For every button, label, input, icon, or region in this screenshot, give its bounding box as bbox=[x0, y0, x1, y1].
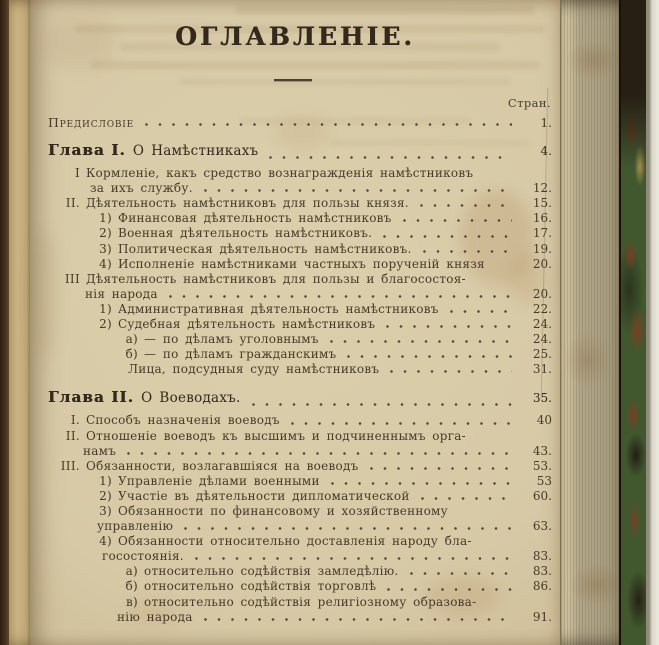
toc-entry-row bbox=[30, 504, 560, 519]
dot-leader bbox=[382, 234, 512, 239]
toc-entry-text: относительно содѣйствія торговлѣ bbox=[144, 579, 377, 594]
toc-entry-row bbox=[30, 317, 560, 332]
toc-entry-page: 35. bbox=[532, 391, 552, 406]
toc-entry-number: 1) bbox=[99, 473, 112, 488]
toc-entry-row bbox=[30, 579, 560, 594]
toc-entry-page: 86. bbox=[532, 579, 552, 594]
toc-entry-row bbox=[30, 489, 560, 504]
toc-entry-text: — по дѣламъ уголовнымъ bbox=[144, 332, 319, 347]
toc-entry-row bbox=[30, 181, 560, 196]
dot-leader bbox=[476, 279, 512, 284]
toc-entry-row bbox=[30, 332, 560, 347]
toc-entry-number: а) bbox=[125, 332, 138, 347]
dot-leader bbox=[144, 122, 512, 127]
toc-entry-row bbox=[30, 610, 560, 625]
dot-leader bbox=[290, 421, 512, 426]
toc-chapter-row bbox=[30, 390, 560, 410]
toc-entry-row bbox=[30, 257, 560, 272]
toc-entry-text: Предисловіе bbox=[48, 115, 135, 130]
toc-entry-text: Административная дѣятельность намѣстниковъ bbox=[118, 301, 439, 316]
toc-entry-page: 40 bbox=[536, 413, 552, 428]
title-divider-rule bbox=[274, 79, 312, 81]
bleedthrough-smudge bbox=[235, 6, 535, 14]
toc-entry-page: 20. bbox=[532, 286, 552, 301]
dot-leader bbox=[329, 339, 512, 344]
toc-entry-text: Лица, подсудныя суду намѣстниковъ bbox=[128, 362, 380, 377]
toc-entry-text: Военная дѣятельность намѣстниковъ. bbox=[118, 226, 373, 241]
toc-entry-number: III bbox=[64, 271, 80, 286]
toc-entry-text: Обязанности относительно доставленія народу бла- bbox=[118, 534, 472, 549]
toc-entry-text: Политическая дѣятельность намѣстниковъ. bbox=[118, 241, 412, 256]
toc-entry-text: Кормленіе, какъ средство вознагражденія намѣстниковъ bbox=[86, 166, 474, 181]
toc-entry-page: 83. bbox=[532, 564, 552, 579]
toc-entry-text: относительно содѣйствія замледѣлію. bbox=[144, 564, 399, 579]
toc-entry-row bbox=[30, 242, 560, 257]
toc-entry-text: Управленіе дѣлами военными bbox=[118, 473, 320, 488]
toc-entry-number: I. bbox=[70, 413, 80, 428]
dot-leader bbox=[495, 264, 512, 269]
marbled-cover-edge bbox=[619, 0, 649, 645]
dot-leader bbox=[203, 617, 512, 622]
toc-entry-page: 16. bbox=[532, 211, 552, 226]
toc-entry-row bbox=[30, 459, 560, 474]
toc-entry-text: О Воеводахъ. bbox=[141, 390, 241, 407]
toc-entry-page: 17. bbox=[532, 226, 552, 241]
toc-entry-page: 53. bbox=[532, 458, 552, 473]
dot-leader bbox=[268, 155, 512, 160]
toc-entry-text: Дѣятельность намѣстниковъ для пользы и благосостоя- bbox=[86, 271, 466, 286]
dot-leader bbox=[203, 188, 512, 193]
dot-leader bbox=[389, 369, 512, 374]
toc-chapter-row bbox=[30, 143, 560, 163]
toc-entry-number: 3) bbox=[99, 241, 112, 256]
toc-entry-text: Финансовая дѣятельность намѣстниковъ bbox=[118, 211, 392, 226]
dot-leader bbox=[330, 481, 512, 486]
toc-entry-number: 2) bbox=[99, 488, 112, 503]
toc-entry-page: 83. bbox=[532, 549, 552, 564]
toc-entry-row bbox=[30, 595, 560, 610]
toc-entry-row bbox=[30, 534, 560, 549]
toc-entry-row bbox=[30, 474, 560, 489]
dot-leader bbox=[385, 324, 512, 329]
toc-entry-text: Обязанности по финансовому и хозяйственному bbox=[118, 503, 448, 518]
toc-entry-row bbox=[30, 519, 560, 534]
toc-entry-row bbox=[30, 549, 560, 564]
toc-entry-text: управленію bbox=[97, 519, 174, 534]
dot-leader bbox=[476, 436, 512, 441]
toc-entry-page: 20. bbox=[532, 256, 552, 271]
toc-list bbox=[30, 115, 560, 625]
toc-entry-number: 2) bbox=[99, 317, 112, 332]
toc-entry-number: б) bbox=[125, 347, 138, 362]
dot-leader bbox=[251, 402, 512, 407]
toc-entry-page: 12. bbox=[532, 181, 552, 196]
toc-entry-row bbox=[30, 287, 560, 302]
toc-entry-text: Участіе въ дѣятельности дипломатической bbox=[118, 488, 410, 503]
dot-leader bbox=[486, 602, 512, 607]
toc-entry-row bbox=[30, 444, 560, 459]
toc-entry-number: 2) bbox=[99, 226, 112, 241]
toc-entry-page: 1. bbox=[540, 116, 552, 130]
toc-entry-row bbox=[30, 115, 560, 130]
toc-entry-number: 4) bbox=[99, 534, 112, 549]
toc-entry-row bbox=[30, 564, 560, 579]
toc-entry-row bbox=[30, 347, 560, 362]
toc-entry-row bbox=[30, 196, 560, 211]
toc-entry-page: 31. bbox=[532, 362, 552, 377]
toc-entry-number: 3) bbox=[99, 503, 112, 518]
dot-leader bbox=[482, 541, 512, 546]
toc-entry-page: 25. bbox=[532, 347, 552, 362]
toc-entry-page: 43. bbox=[532, 443, 552, 458]
dot-leader bbox=[386, 587, 512, 592]
dot-leader bbox=[183, 526, 512, 531]
toc-entry-text: относительно содѣйствія религіозному образова- bbox=[144, 594, 477, 609]
toc-entry-text: Дѣятельность намѣстниковъ для пользы князя. bbox=[86, 196, 409, 211]
toc-entry-page: 24. bbox=[532, 317, 552, 332]
dot-leader bbox=[346, 354, 512, 359]
dot-leader bbox=[126, 451, 512, 456]
dot-leader bbox=[194, 556, 512, 561]
left-cover-edge bbox=[0, 0, 9, 645]
toc-entry-number: 1) bbox=[99, 211, 112, 226]
left-page-gutter bbox=[9, 0, 30, 645]
dot-leader bbox=[458, 511, 512, 516]
toc-entry-number: а) bbox=[125, 564, 138, 579]
book-fore-edge bbox=[560, 0, 620, 645]
dot-leader bbox=[168, 294, 512, 299]
toc-entry-number: I bbox=[74, 166, 80, 181]
toc-entry-text: нія народа bbox=[85, 286, 158, 301]
toc-entry-text: Отношеніе воеводъ къ высшимъ и подчиненнымъ орга- bbox=[86, 428, 466, 443]
dot-leader bbox=[420, 496, 512, 501]
toc-entry-number: II. bbox=[65, 196, 80, 211]
toc-entry-row bbox=[30, 413, 560, 428]
toc-entry-number: II. bbox=[65, 428, 80, 443]
toc-entry-row bbox=[30, 362, 560, 377]
dot-leader bbox=[419, 203, 512, 208]
dot-leader bbox=[483, 173, 512, 178]
chapter-label: Глава I. bbox=[48, 141, 126, 160]
toc-entry-text: Исполненіе намѣстниками частныхъ порученій князя bbox=[118, 256, 485, 271]
dot-leader bbox=[402, 218, 512, 223]
toc-entry-text: за ихъ службу. bbox=[90, 181, 193, 196]
toc-entry-row bbox=[30, 166, 560, 181]
toc-entry-number: 4) bbox=[99, 256, 112, 271]
page-title: ОГЛАВЛЕНІЕ. bbox=[175, 22, 415, 51]
dot-leader bbox=[409, 571, 513, 576]
toc-entry-row bbox=[30, 226, 560, 241]
toc-entry-text: О Намѣстникахъ bbox=[132, 143, 259, 160]
toc-entry-page: 4. bbox=[540, 144, 552, 159]
toc-entry-number: в) bbox=[125, 594, 138, 609]
toc-entry-text: Судебная дѣятельность намѣстниковъ bbox=[118, 317, 376, 332]
table-of-contents-page bbox=[30, 0, 560, 645]
toc-entry-row bbox=[30, 429, 560, 444]
toc-entry-page: 91. bbox=[532, 609, 552, 624]
page-column-header: Стран. bbox=[507, 96, 551, 110]
toc-entry-row bbox=[30, 211, 560, 226]
toc-entry-text: Способъ назначенія воеводъ bbox=[86, 413, 280, 428]
chapter-label: Глава II. bbox=[48, 388, 135, 407]
bleedthrough-smudge bbox=[90, 61, 540, 69]
toc-entry-text: Обязанности, возлагавшіяся на воеводъ bbox=[86, 458, 359, 473]
toc-entry-page: 19. bbox=[532, 241, 552, 256]
toc-entry-page: 15. bbox=[532, 196, 552, 211]
dot-leader bbox=[422, 249, 512, 254]
toc-entry-page: 53 bbox=[536, 473, 552, 488]
toc-entry-page: 60. bbox=[532, 488, 552, 503]
toc-entry-page: 63. bbox=[532, 519, 552, 534]
toc-entry-number: 1) bbox=[99, 301, 112, 316]
toc-entry-number: б) bbox=[125, 579, 138, 594]
toc-entry-page: 24. bbox=[532, 332, 552, 347]
toc-entry-row bbox=[30, 302, 560, 317]
toc-entry-text: нію народа bbox=[117, 609, 193, 624]
bleedthrough-smudge bbox=[180, 79, 510, 85]
toc-entry-text: госостоянія. bbox=[102, 549, 184, 564]
photo-background-edge bbox=[646, 0, 659, 645]
toc-entry-text: — по дѣламъ гражданскимъ bbox=[144, 347, 337, 362]
dot-leader bbox=[369, 466, 512, 471]
toc-entry-row bbox=[30, 272, 560, 287]
toc-entry-number: III. bbox=[60, 458, 80, 473]
dot-leader bbox=[449, 309, 512, 314]
toc-entry-text: намъ bbox=[83, 443, 117, 458]
toc-entry-page: 22. bbox=[532, 301, 552, 316]
